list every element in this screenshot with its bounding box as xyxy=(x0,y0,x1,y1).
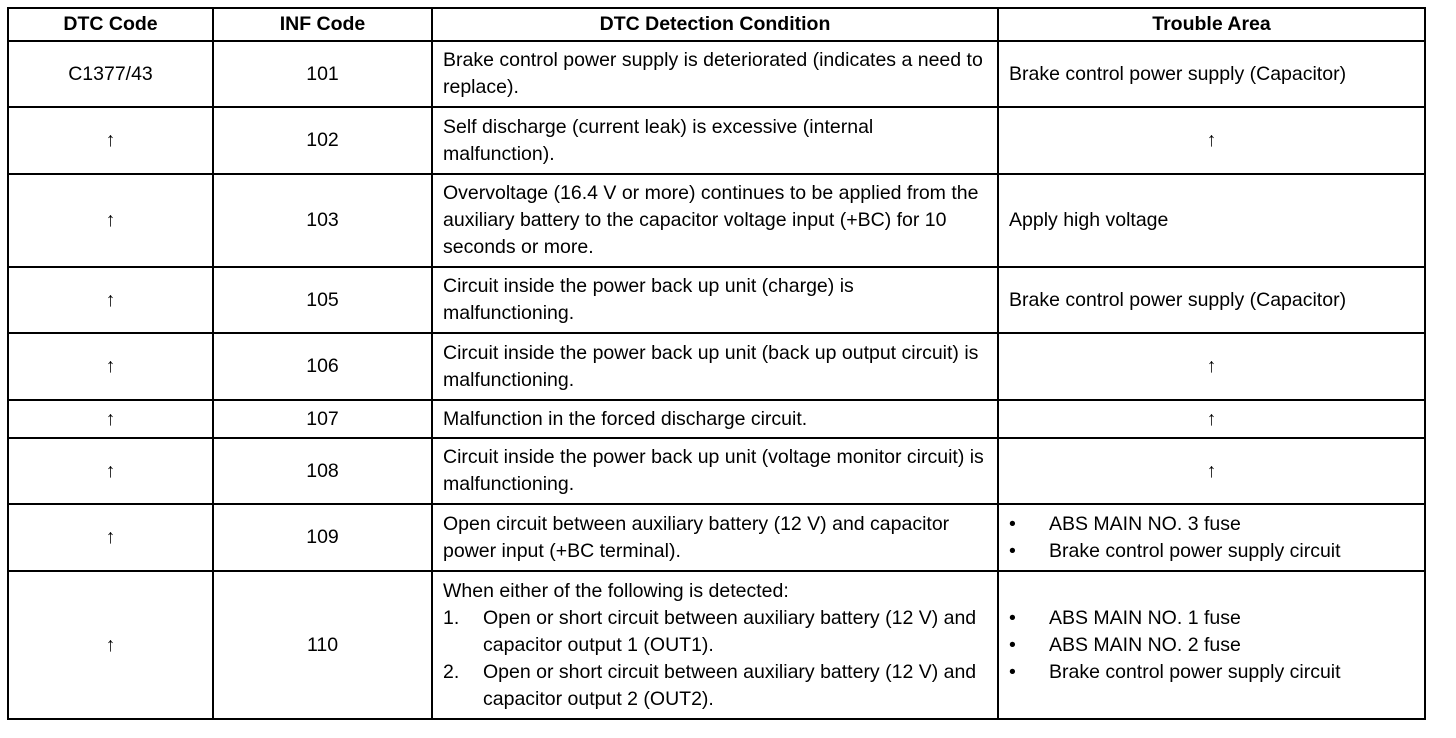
list-item xyxy=(443,659,987,713)
dtc-code-cell: ↑ xyxy=(8,107,213,174)
list-item: • ABS MAIN NO. 1 fuse xyxy=(1009,605,1414,632)
dtc-code-cell: ↑ xyxy=(8,333,213,400)
dtc-code-cell: ↑ xyxy=(8,438,213,504)
condition-cell: Brake control power supply is deteriorated (indicates a need to replace). xyxy=(432,41,998,107)
dtc-table xyxy=(7,7,1426,720)
item-number: 1. xyxy=(443,606,460,629)
list-item xyxy=(443,605,987,659)
list-item: • ABS MAIN NO. 3 fuse xyxy=(1009,511,1414,538)
table-row xyxy=(8,438,1425,504)
table-row xyxy=(8,571,1425,719)
trouble-area-cell xyxy=(998,504,1425,571)
inf-code-cell: 108 xyxy=(213,438,432,504)
item-number: 2. xyxy=(443,660,460,683)
dtc-code-cell: C1377/43 xyxy=(8,41,213,107)
inf-code-cell: 110 xyxy=(213,571,432,719)
header-detection-condition: DTC Detection Condition xyxy=(432,8,998,41)
table-row xyxy=(8,174,1425,267)
condition-cell: Malfunction in the forced discharge circuit. xyxy=(432,400,998,438)
table-row xyxy=(8,267,1425,333)
trouble-area-cell: ↑ xyxy=(998,400,1425,438)
inf-code-cell: 107 xyxy=(213,400,432,438)
trouble-area-list xyxy=(1009,605,1414,686)
condition-cell: Circuit inside the power back up unit (charge) is malfunctioning. xyxy=(432,267,998,333)
dtc-code-cell: ↑ xyxy=(8,174,213,267)
table-row xyxy=(8,333,1425,400)
table-row xyxy=(8,400,1425,438)
condition-cell: Open circuit between auxiliary battery (12 V) and capacitor power input (+BC terminal). xyxy=(432,504,998,571)
item-text: Open or short circuit between auxiliary battery (12 V) and capacitor output 2 (OUT2). xyxy=(483,660,977,710)
condition-cell: Self discharge (current leak) is excessive (internal malfunction). xyxy=(432,107,998,174)
trouble-area-cell: Brake control power supply (Capacitor) xyxy=(998,267,1425,333)
trouble-area-cell: Brake control power supply (Capacitor) xyxy=(998,41,1425,107)
inf-code-cell: 106 xyxy=(213,333,432,400)
trouble-area-cell: ↑ xyxy=(998,107,1425,174)
list-item: • Brake control power supply circuit xyxy=(1009,659,1414,686)
condition-intro: When either of the following is detected: xyxy=(443,579,789,602)
item-text: Open or short circuit between auxiliary battery (12 V) and capacitor output 1 (OUT1). xyxy=(483,606,977,656)
trouble-area-cell xyxy=(998,571,1425,719)
table-row xyxy=(8,504,1425,571)
trouble-area-list xyxy=(1009,511,1414,565)
inf-code-cell: 105 xyxy=(213,267,432,333)
inf-code-cell: 102 xyxy=(213,107,432,174)
table-row xyxy=(8,107,1425,174)
header-inf-code: INF Code xyxy=(213,8,432,41)
trouble-area-cell: Apply high voltage xyxy=(998,174,1425,267)
condition-cell: Circuit inside the power back up unit (voltage monitor circuit) is malfunctioning. xyxy=(432,438,998,504)
condition-cell xyxy=(432,571,998,719)
condition-list xyxy=(443,605,987,713)
inf-code-cell: 109 xyxy=(213,504,432,571)
dtc-code-cell: ↑ xyxy=(8,571,213,719)
inf-code-cell: 101 xyxy=(213,41,432,107)
inf-code-cell: 103 xyxy=(213,174,432,267)
dtc-code-cell: ↑ xyxy=(8,504,213,571)
dtc-code-cell: ↑ xyxy=(8,400,213,438)
list-item: • ABS MAIN NO. 2 fuse xyxy=(1009,632,1414,659)
trouble-area-cell: ↑ xyxy=(998,333,1425,400)
condition-cell: Circuit inside the power back up unit (back up output circuit) is malfunctioning. xyxy=(432,333,998,400)
trouble-area-cell: ↑ xyxy=(998,438,1425,504)
table-header-row xyxy=(8,8,1425,41)
header-dtc-code: DTC Code xyxy=(8,8,213,41)
dtc-code-cell: ↑ xyxy=(8,267,213,333)
condition-cell: Overvoltage (16.4 V or more) continues to be applied from the auxiliary battery to the capacitor voltage input (+BC) for 10 seconds or more. xyxy=(432,174,998,267)
header-trouble-area: Trouble Area xyxy=(998,8,1425,41)
table-row xyxy=(8,41,1425,107)
list-item: • Brake control power supply circuit xyxy=(1009,538,1414,565)
